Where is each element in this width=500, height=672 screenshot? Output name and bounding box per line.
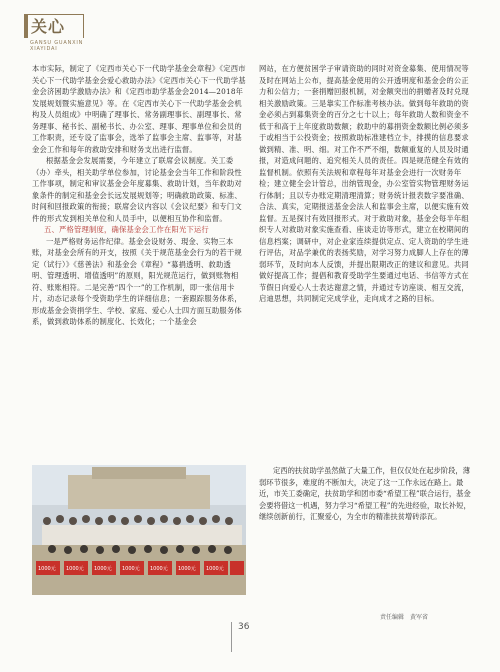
group-photo-image — [32, 465, 246, 595]
paragraph: 网站，在方便贫困学子审请资助的同时对资金募集、使用情况等及时在网站上公布，提高基金使用的公开透明度和基金会的公正力和公信力；一套捐赠回报机制，对金额突出的捐赠者及时兑现相关激励政策。三是靠实工作标准考核办法。做到每年救助的资金必须占到募集资金的百分之七十以上；每年救助人数和资金不低于和高于上年度救助数额；救助中的募捐资金数额比例必须多于或相当于公投资金；按照救助标准建档立卡，排摸的信息要求做到精、准、明、细。对工作不严不细，数额重复的人员及时通报，对造成问题的、追究相关人员的责任。四是规范健全有效的监督机制。依照有关法规和章程每年对基金会进行一次财务年检；建立健全会计管总，出纳管现金，办公室管实物管理财务运行体制；且以专办账定期清理清算；财务统计报表数字要准确、合法、真实，定期报送基金会法人和监事会主席，以便实施有效监督。五是探讨有效回报形式。对于救助对象，基金会每半年组织专人对救助对象实施查看、座谈走访等形式，建立在校期间的信息档案；调研中，对企业家连续提供定点、定人资助的学生进行评估，对品学兼优的表扬奖励，对学习努力成脚人上存在的薄弱环节，及时向本人反馈，并提出限期改正的建议和意见。共同做好提高工作；提倡和教育受助学生要通过电话、书信等方式在节假日向爱心人士表达谢意之情，并通过专访座谈、相互交流，启迪思想，共同制定完成学业，走向成才之路的目标。 — [259, 64, 469, 303]
paragraph: 一是严格财务运作纪律。基金会设财务、現金、实物三本账，对基金会所有的开支，按照《关于规范基金会行为的若干规定（试行）》《慈善法》和基金会《章程》“募捐透明、救助透明、管理透明、增值透明”的原则，阳光规范运行，做到账物相符、账账相符。二是完善“四个一”的工作机制，即一张信用卡片，动态记录每个受资助学生的详细信息；一套跟踪服务体系，形成基金会资捐学生、学校、家庭、爱心人士四方面互助服务体系，做到救助体系的制度化、长效化；一个基金会 — [32, 236, 242, 326]
editor-credit: 责任编辑 黄军省 — [380, 614, 429, 621]
paragraph: 定西的扶贫助学虽然做了大量工作，但仅仅处在起步阶段，薄弱环节很多，难度的不断加大，决定了这一工作永远在路上。最近，市关工委确定，扶贫助学和团市委“希望工程”联合运行，基金会要将借这一机遇，努力学习“希望工程”的先进经验，取长补短，继续创新前行，汇聚爱心，为全市的精准扶贫增砖添瓦。 — [259, 466, 471, 521]
page-header — [0, 0, 500, 62]
group-photo — [32, 465, 246, 595]
svg-text:1000元: 1000元 — [94, 566, 112, 572]
section-heading: 五、严格管理制度，确保基金会工作在阳光下运行 — [44, 225, 209, 234]
magazine-logo: 关心 — [31, 17, 66, 36]
svg-text:1000元: 1000元 — [206, 566, 224, 572]
article-left-column — [32, 63, 246, 328]
svg-text:1000元: 1000元 — [122, 566, 140, 572]
svg-text:1000元: 1000元 — [150, 566, 168, 572]
magazine-logo-en: GANSU GUANXIN XIAYIDAI — [30, 40, 84, 52]
page-number: 36 — [238, 622, 250, 632]
closing-paragraph-block — [259, 465, 473, 523]
paragraph: 本市实际，制定了《定西市关心下一代助学基金会章程》《定西市关心下一代助学基金会爱心救助办法》《定西市关心下一代助学基金会济困助学激励办法》和《定西市助学基金会2014—2018年发展规划暨实施意见》等。在《定西市关心下一代助学基金会机构及人员组成》中明确了理事长、常务副理事长、副理事长、常务理事、秘书长、副秘书长、办公室、理事、理事单位和会员的工作职责，还专设了监事会，选举了监事会主席、监事等，对基金会工作和每年的救助安排和财务支出进行监督。 — [32, 64, 246, 154]
paragraph: 根据基金会发展需要，今年建立了联席会议制度。关工委（办）牵头，相关助学单位参加，讨论基金会当年工作和阶段性工作事项，制定和审议基金会年度募集、救助计划，当年救助对象条件的制定和基金会长远发展规划等；明确救助政策、标准、时间和回报政策的衔接；联席会议内容以《会议纪要》和专门文件的形式发到相关单位和人员手中，以便相互协作和监督。 — [32, 156, 242, 223]
svg-text:1000元: 1000元 — [178, 566, 196, 572]
svg-text:1000元: 1000元 — [66, 566, 84, 572]
svg-text:1000元: 1000元 — [38, 566, 56, 572]
article-right-column — [259, 63, 473, 305]
page-number-divider — [231, 622, 232, 652]
